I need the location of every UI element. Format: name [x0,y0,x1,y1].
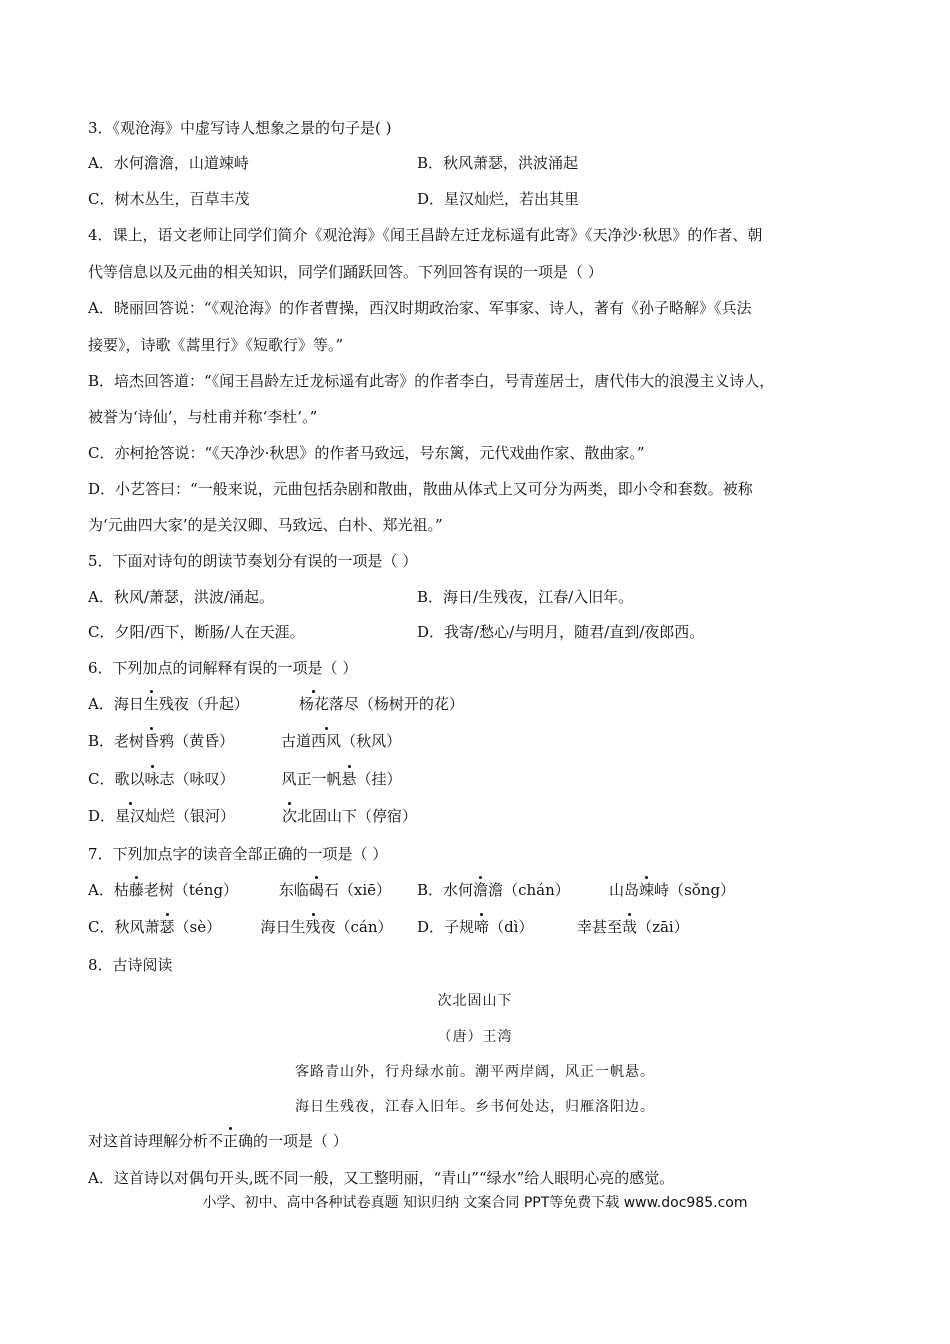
q4-option-a-line-1: A．晓丽回答说：“《观沧海》的作者曹操，西汉时期政治家、军事家、诗人，著有《孙子略解》《兵法 [88,299,752,317]
emphasis-dot-text: 哉 [622,918,638,936]
q5-stem: 5．下面对诗句的朗读节奏划分有误的一项是（ ） [88,552,418,570]
emphasis-dot-text: 生 [143,695,159,713]
emphasis-dot-text: 残 [305,918,321,936]
q4-option-d-line-1: D．小艺答曰：“一般来说，元曲包括杂剧和散曲，散曲从体式上又可分为两类，即小令和套数。被称 [88,480,753,498]
page-footer: 小学、初中、高中各种试卷真题 知识归纳 文案合同 PPT等免费下载 www.doc985.com [202,1195,748,1211]
poem-line-2: 海日生残夜，江春入旧年。乡书何处达，归雁洛阳边。 [295,1099,655,1115]
option-label: A． [88,881,114,899]
poem-author: （唐）王湾 [437,1029,513,1045]
q7-option-a [88,880,391,900]
emphasis-dot-text: 咏 [144,770,160,788]
poem-title: 次北固山下 [437,993,513,1009]
emphasis-dot-text: 澹 [473,881,489,899]
option-label: D． [417,918,445,936]
q7-option-c [88,917,393,937]
q4-stem-line-1: 4．课上，语文老师让同学们简介《观沧海》《闻王昌龄左迁龙标遥有此寄》《天净沙·秋思》的作者、朝 [88,226,763,244]
q7-c-item-1: 秋风萧瑟（sè） [114,918,222,936]
q7-stem: 7．下列加点字的读音全部正确的一项是（ ） [88,845,388,863]
q6-stem: 6．下列加点的词解释有误的一项是（ ） [88,659,358,677]
option-label: C． [88,918,115,936]
q7-a-item-1: 枯藤老树（téng） [113,881,239,899]
q4-option-c: C．亦柯抢答说：“《天净沙·秋思》的作者马致远，号东篱，元代戏曲作家、散曲家。” [88,444,645,462]
q6-d-item-1: 星汉灿烂（银河） [115,807,236,825]
emphasis-dot-text: 杨花 [298,695,329,713]
q7-option-b [417,880,735,900]
q7-d-item-1: 子规啼（dì） [444,918,534,936]
q6-b-item-2: 古道西风（秋风） [281,732,402,750]
emphasis-dot-text: 昏 [144,732,160,750]
q5-option-d: D．我寄/愁心/与明月，随君/直到/夜郎西。 [417,623,705,641]
q7-b-item-2: 山岛竦峙（sǒng） [609,881,736,899]
emphasis-dot-text: 藤 [128,881,144,899]
q3-option-b: B．秋风萧瑟，洪波涌起 [417,154,579,172]
emphasis-dot-text: 竦 [639,881,655,899]
poem-line-1: 客路青山外，行舟绿水前。潮平两岸阔，风正一帆悬。 [295,1064,655,1080]
option-label: B． [88,732,115,750]
emphasis-dot-text: 瑟 [159,918,175,936]
emphasis-dot-text: 星汉 [115,807,146,825]
q5-option-b: B．海日/生残夜，江春/入旧年。 [417,588,634,606]
q7-c-item-2: 海日生残夜（cán） [260,918,393,936]
emphasis-dot-text: 啼 [474,918,490,936]
q7-option-d [417,917,689,937]
q3-option-a: A．水何澹澹，山道竦峙 [88,154,249,172]
q6-option-c [88,769,402,789]
q6-c-item-1: 歌以咏志（咏叹） [114,770,235,788]
q4-option-b-line-2: 被誉为‘诗仙’，与杜甫并称‘李杜’。” [88,408,318,426]
emphasis-dot-text: 次 [282,807,298,825]
q3-option-d: D．星汉灿烂，若出其里 [417,190,580,208]
emphasis-dot-text: 西风 [311,732,342,750]
q4-option-b-line-1: B．培杰回答道：“《闻王昌龄左迁龙标遥有此寄》的作者李白，号青莲居士，唐代伟大的浪漫主义诗人， [88,372,775,390]
option-label: D． [88,807,116,825]
q6-option-a [88,694,464,714]
q7-d-item-2: 幸甚至哉（zāi） [577,918,689,936]
q7-b-item-1: 水何澹澹（chán） [443,881,570,899]
q7-a-item-2: 东临碣石（xiē） [278,881,392,899]
emphasis-dot-text: 碣 [308,881,324,899]
q6-option-d [88,806,417,826]
q8-question: 对这首诗理解分析不正确的一项是（ ） [88,1132,348,1150]
emphasis-dot-text: 悬 [341,770,357,788]
q6-a-item-1: 海日生残夜（升起） [113,695,249,713]
option-label: B． [417,881,444,899]
emphasis-dot-text: 不正确 [208,1132,254,1150]
q3-stem: 3．《观沧海》中虚写诗人想象之景的句子是( ) [88,119,392,137]
q6-b-item-1: 老树昏鸦（黄昏） [114,732,235,750]
q5-option-c: C．夕阳/西下，断肠/人在天涯。 [88,623,305,641]
option-label: A． [88,695,114,713]
q6-d-item-2: 次北固山下（停宿） [282,807,418,825]
q8-option-a: A．这首诗以对偶句开头,既不同一般，又工整明丽，“青山”“绿水”给人眼明心亮的感觉。 [88,1169,675,1187]
q3-option-c: C．树木丛生，百草丰茂 [88,190,250,208]
q6-a-item-2: 杨花落尽（杨树开的花） [298,695,464,713]
q6-c-item-2: 风正一帆悬（挂） [281,770,402,788]
option-label: C． [88,770,115,788]
q4-option-a-line-2: 接要》，诗歌《蒿里行》《短歌行》等。” [88,336,344,354]
q6-option-b [88,731,401,751]
q4-stem-line-2: 代等信息以及元曲的相关知识，同学们踊跃回答。下列回答有误的一项是（ ） [88,263,603,281]
q5-option-a: A．秋风/萧瑟，洪波/涌起。 [88,588,274,606]
q8-stem: 8．古诗阅读 [88,956,173,974]
q4-option-d-line-2: 为‘元曲四大家’的是关汉卿、马致远、白朴、郑光祖。” [88,516,443,534]
